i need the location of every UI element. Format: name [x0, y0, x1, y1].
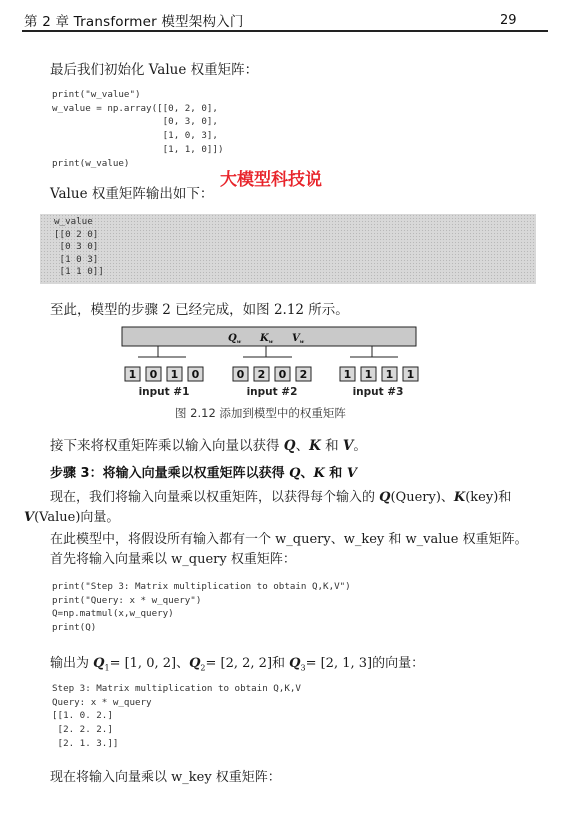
input2-value-2: 2 [257, 368, 266, 381]
paragraph-output-q [50, 652, 424, 673]
p8-q1-sub: 1 [104, 663, 110, 673]
p5-text: 现在，我们将输入向量乘以权重矩阵，以获得每个输入的 [50, 490, 380, 505]
paragraph-init-value: 最后我们初始化 Value 权重矩阵： [50, 62, 259, 78]
input2-value-4: 2 [299, 368, 308, 381]
page-number: 29 [500, 13, 517, 28]
p8-q3-sub: 3 [300, 663, 306, 673]
input3-value-3: 1 [385, 368, 394, 381]
watermark-text: 大模型科技说 [220, 170, 322, 190]
input1-label: input #1 [138, 386, 190, 398]
input1-value-4: 0 [191, 368, 200, 381]
input3-value-4: 1 [406, 368, 415, 381]
p4-sep: 、 [295, 438, 310, 454]
p4-and: 和 [320, 438, 343, 454]
paragraph-multiply-query: 首先将输入向量乘以 w_query 权重矩阵： [50, 552, 296, 567]
step3-heading [50, 462, 357, 481]
p8-q1-val: = [1, 0, 2]、 [109, 656, 190, 671]
p8-text: 输出为 [50, 656, 94, 671]
p4-text: 接下来将权重矩阵乘以输入向量以获得 [50, 438, 284, 454]
step3-text: 步骤 3：将输入向量乘以权重矩阵以获得 [50, 466, 290, 481]
p4-end: 。 [353, 438, 367, 454]
input1-value-1: 1 [128, 368, 137, 381]
input2-label: input #2 [246, 386, 298, 398]
input2-value-1: 0 [236, 368, 245, 381]
input1-value-3: 1 [170, 368, 179, 381]
code-block-step3: print("Step 3: Matrix multiplication to obtain Q,K,V") print("Query: x * w_query") Q=np.matmul(x,w_query) print(Q) [52, 581, 351, 634]
paragraph-now-multiply-line1 [50, 486, 511, 505]
paragraph-value-output: Value 权重矩阵输出如下： [50, 186, 214, 202]
step3-and: 和 [324, 466, 347, 481]
input-group-3 [340, 367, 418, 398]
input1-value-2: 0 [149, 368, 158, 381]
p8-q3-val: = [2, 1, 3]的向量： [305, 656, 425, 671]
output-box [40, 214, 536, 284]
step3-v: V [346, 466, 357, 481]
figure-weight-matrices [110, 325, 430, 403]
p5-v: V [24, 510, 35, 525]
paragraph-next-step [50, 434, 367, 454]
paragraph-step2-done: 至此，模型的步骤 2 已经完成，如图 2.12 所示。 [50, 302, 349, 318]
output-w-value: w_value [[0 2 0] [0 3 0] [1 0 3] [1 1 0]] [54, 216, 104, 278]
kw-label: $K_w$ [260, 333, 274, 345]
code-block-w-value: print("w_value") w_value = np.array([[0, 2, 0], [0, 3, 0], [1, 0, 3], [1, 1, 0]]) print(w_value) [52, 89, 224, 169]
step3-q: Q [289, 466, 301, 481]
p5-k: K [453, 490, 466, 505]
p8-q2-sub: 2 [200, 663, 206, 673]
input-group-2 [233, 367, 311, 398]
p4-k: K [309, 438, 321, 454]
input3-value-2: 1 [364, 368, 373, 381]
input-group-1 [125, 367, 203, 398]
input2-value-3: 0 [278, 368, 287, 381]
p8-q3: Q [289, 656, 301, 671]
p5-q-text: (Query)、 [390, 490, 454, 505]
chapter-header: 第 2 章 Transformer 模型架构入门 [24, 14, 244, 30]
header-rule [22, 30, 548, 32]
p8-q1: Q [93, 656, 105, 671]
step3-sep: 、 [300, 466, 314, 481]
step3-k: K [313, 466, 325, 481]
p8-q2: Q [189, 656, 201, 671]
p5-q: Q [379, 490, 391, 505]
paragraph-assume-weights: 在此模型中，将假设所有输入都有一个 w_query、w_key 和 w_value 权重矩阵。 [50, 532, 528, 547]
p4-v: V [342, 438, 354, 454]
paragraph-multiply-key: 现在将输入向量乘以 w_key 权重矩阵： [50, 770, 281, 785]
p5-k-text: (key)和 [465, 490, 512, 505]
p8-q2-val: = [2, 2, 2]和 [205, 656, 290, 671]
p5-v-text: (Value)向量。 [34, 510, 120, 525]
p4-q: Q [283, 438, 296, 454]
input3-value-1: 1 [343, 368, 352, 381]
input3-label: input #3 [352, 386, 404, 398]
qw-label: $Q_w$ [228, 333, 242, 345]
output-step3: Step 3: Matrix multiplication to obtain Q,K,V Query: x * w_query [[1. 0. 2.] [2. 2. 2.] [2. 1. 3.]] [52, 683, 301, 749]
figure-caption: 图 2.12 添加到模型中的权重矩阵 [175, 406, 346, 420]
vw-label: $V_w$ [292, 333, 305, 345]
paragraph-now-multiply-line2 [24, 506, 119, 525]
